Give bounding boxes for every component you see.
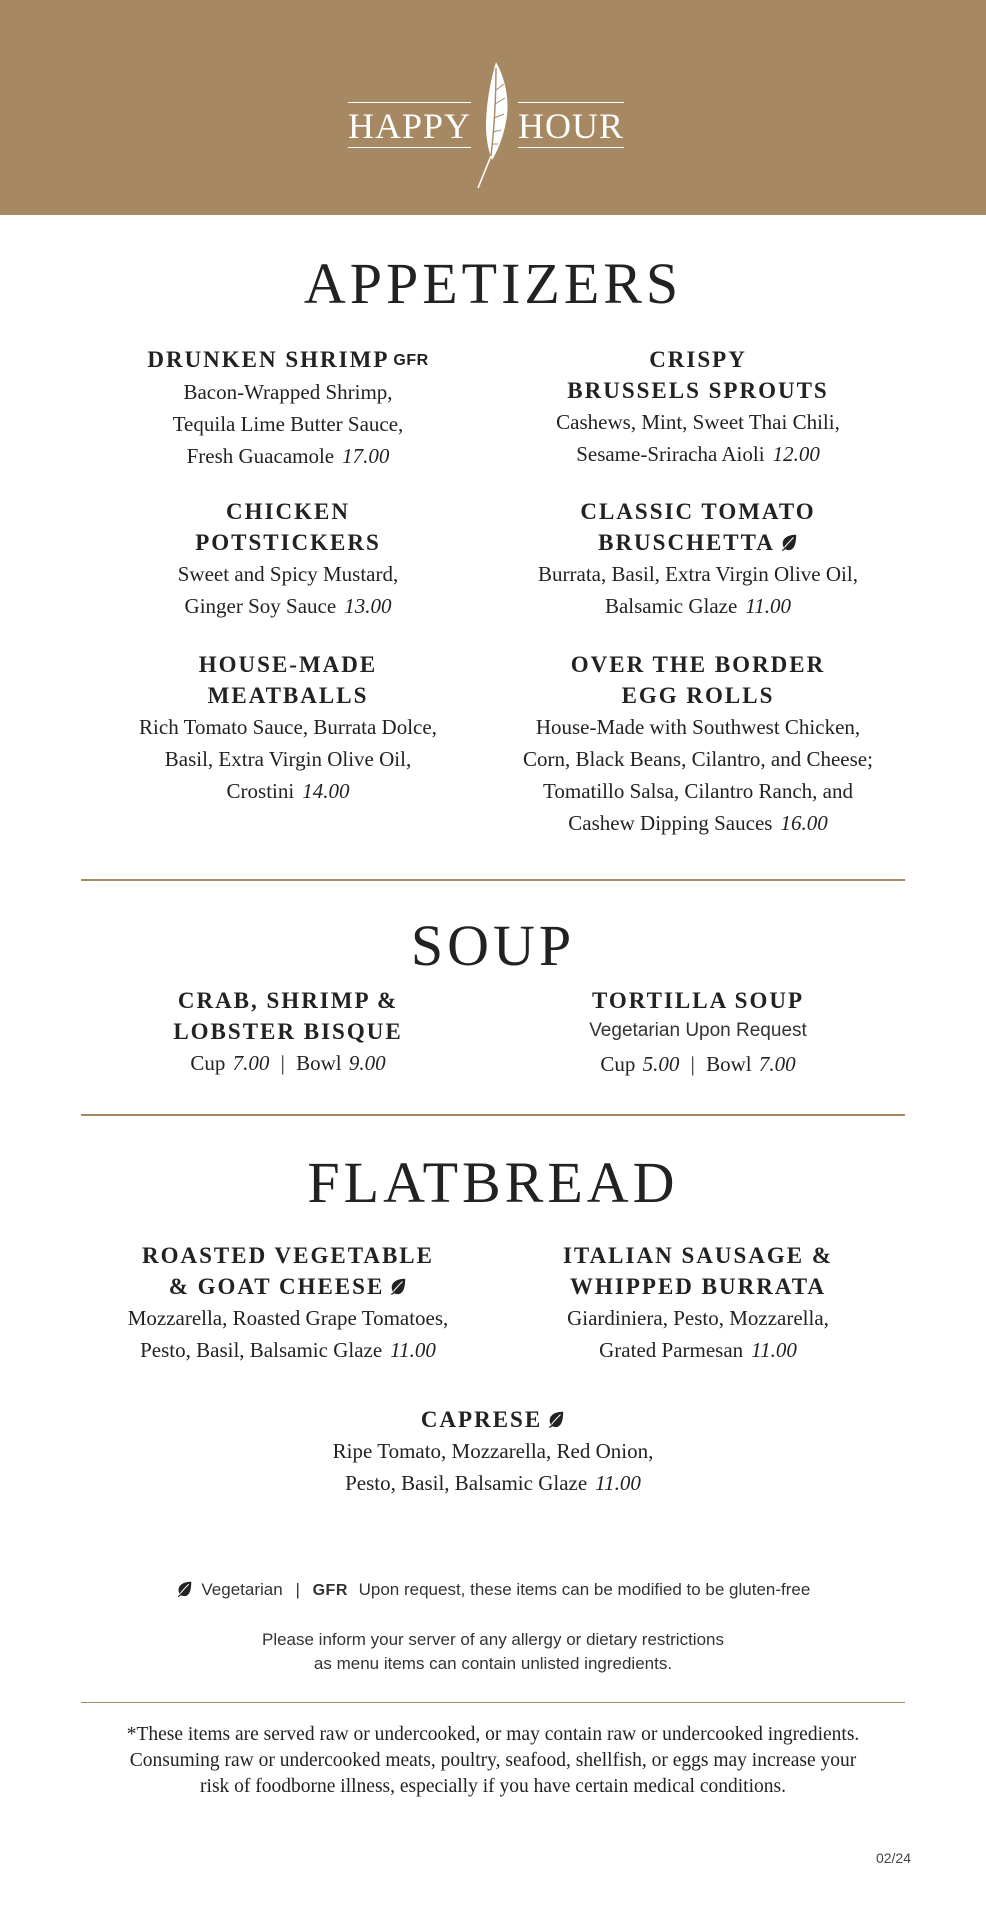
legend-gfr-text: Upon request, these items can be modified to be gluten-free [358, 1580, 811, 1599]
item-name: LOBSTER BISQUE [173, 1019, 403, 1044]
leaf-icon [176, 1580, 193, 1597]
item-price: 17.00 [342, 444, 390, 468]
item-desc-line: Bacon-Wrapped Shrimp, [183, 380, 393, 404]
item-name: HOUSE-MADE [198, 652, 378, 677]
logo-word-right: HOUR [518, 102, 624, 148]
item-desc-line: Fresh Guacamole [186, 444, 335, 468]
item-price: 11.00 [595, 1471, 641, 1495]
item-desc-line: Balsamic Glaze [604, 594, 738, 618]
section-title-soup: SOUP [410, 913, 576, 978]
item-desc-line: Rich Tomato Sauce, Burrata Dolce, [139, 715, 437, 739]
leaf-icon [389, 1277, 407, 1295]
item-name: DRUNKEN SHRIMP [147, 347, 390, 372]
item-name: ITALIAN SAUSAGE & [562, 1243, 833, 1268]
item-name: CRAB, SHRIMP & [177, 988, 399, 1013]
section-title-appetizers: APPETIZERS [303, 251, 683, 316]
legend-gfr-badge: GFR [312, 1582, 348, 1599]
leaf-icon [780, 533, 798, 551]
legend-separator: | [295, 1580, 300, 1599]
menu-item-drunken-shrimp [108, 344, 468, 472]
gfr-badge: GFR [393, 352, 429, 369]
item-desc-line: Pesto, Basil, Balsamic Glaze [345, 1471, 588, 1495]
menu-item-roasted-vegetable-goat-cheese [98, 1240, 478, 1366]
cup-label: Cup [600, 1052, 636, 1076]
item-desc-line: Basil, Extra Virgin Olive Oil, [164, 747, 412, 771]
menu-item-caprese [293, 1404, 693, 1499]
item-name: OVER THE BORDER [570, 652, 826, 677]
menu-item-tortilla-soup [518, 985, 878, 1080]
raw-warning-line: *These items are served raw or undercooked, or may contain raw or undercooked ingredients. [126, 1724, 860, 1745]
item-price: 16.00 [780, 811, 828, 835]
raw-warning-line: Consuming raw or undercooked meats, poultry, seafood, shellfish, or eggs may increase your [129, 1750, 857, 1771]
item-desc-line: Tequila Lime Butter Sauce, [172, 412, 404, 436]
raw-warning-line: risk of foodborne illness, especially if you have certain medical conditions. [200, 1776, 786, 1797]
item-name: BRUSSELS SPROUTS [567, 378, 829, 403]
bowl-price: 7.00 [758, 1052, 796, 1076]
bowl-label: Bowl [296, 1051, 342, 1075]
item-desc-line: House-Made with Southwest Chicken, [535, 715, 861, 739]
item-desc-line: Tomatillo Salsa, Cilantro Ranch, and [543, 779, 853, 803]
menu-version-code: 02/24 [875, 1850, 911, 1866]
item-name: BRUSCHETTA [598, 530, 775, 555]
raw-food-warning [0, 1722, 986, 1800]
cup-label: Cup [190, 1051, 226, 1075]
item-desc-line: Ginger Soy Sauce [184, 594, 337, 618]
section-title-flatbread: FLATBREAD [307, 1150, 679, 1215]
item-price: 11.00 [751, 1338, 797, 1362]
item-desc-line: Giardiniera, Pesto, Mozzarella, [567, 1306, 829, 1330]
menu-item-crispy-brussels-sprouts [518, 344, 878, 470]
section-divider [81, 1114, 905, 1116]
dietary-legend [0, 1580, 986, 1600]
cup-price: 5.00 [642, 1052, 680, 1076]
cup-price: 7.00 [232, 1051, 270, 1075]
logo-word-left: HAPPY [348, 102, 471, 148]
bowl-label: Bowl [706, 1052, 752, 1076]
item-name: ROASTED VEGETABLE [142, 1243, 434, 1268]
footer-divider [81, 1702, 905, 1703]
item-name: CAPRESE [420, 1407, 543, 1432]
legend-vegetarian-label: Vegetarian [201, 1580, 283, 1599]
item-desc-line: Cashew Dipping Sauces [568, 811, 773, 835]
item-name: CRISPY [649, 347, 747, 372]
allergy-notice [0, 1628, 986, 1676]
item-desc-line: Ripe Tomato, Mozzarella, Red Onion, [332, 1439, 654, 1463]
item-desc-line: Sesame-Sriracha Aioli [576, 442, 765, 466]
item-price: 12.00 [772, 442, 820, 466]
item-name: TORTILLA SOUP [591, 988, 805, 1013]
header-banner [0, 0, 986, 215]
item-price: 11.00 [745, 594, 792, 618]
item-desc-line: Sweet and Spicy Mustard, [177, 562, 399, 586]
item-name: & GOAT CHEESE [168, 1274, 385, 1299]
item-desc-line: Grated Parmesan [599, 1338, 744, 1362]
item-desc-line: Corn, Black Beans, Cilantro, and Cheese; [523, 747, 873, 771]
item-desc-line: Burrata, Basil, Extra Virgin Olive Oil, [538, 562, 858, 586]
menu-item-italian-sausage-whipped-burrata [518, 1240, 878, 1366]
item-name: EGG ROLLS [621, 683, 775, 708]
feather-icon [470, 60, 516, 190]
happy-hour-logo [0, 60, 986, 190]
item-price: 13.00 [344, 594, 392, 618]
item-name: POTSTICKERS [195, 530, 381, 555]
item-name: MEATBALLS [207, 683, 369, 708]
item-price: 14.00 [302, 779, 350, 803]
item-price: 11.00 [390, 1338, 436, 1362]
item-note: Vegetarian Upon Request [589, 1020, 807, 1041]
price-separator: | [690, 1052, 695, 1076]
item-name: CHICKEN [226, 499, 350, 524]
menu-item-over-the-border-egg-rolls [503, 649, 893, 839]
item-desc-line: Cashews, Mint, Sweet Thai Chili, [556, 410, 840, 434]
menu-item-crab-shrimp-lobster-bisque [108, 985, 468, 1079]
allergy-notice-line: as menu items can contain unlisted ingredients. [313, 1654, 673, 1673]
leaf-icon [547, 1410, 565, 1428]
price-separator: | [280, 1051, 285, 1075]
item-name: CLASSIC TOMATO [580, 499, 816, 524]
bowl-price: 9.00 [348, 1051, 386, 1075]
menu-item-chicken-potstickers [108, 496, 468, 622]
menu-item-classic-tomato-bruschetta [518, 496, 878, 622]
item-desc-line: Pesto, Basil, Balsamic Glaze [140, 1338, 383, 1362]
item-name: WHIPPED BURRATA [570, 1274, 826, 1299]
item-desc-line: Mozzarella, Roasted Grape Tomatoes, [127, 1306, 449, 1330]
allergy-notice-line: Please inform your server of any allergy or dietary restrictions [261, 1630, 724, 1649]
section-divider [81, 879, 905, 881]
menu-item-house-made-meatballs [108, 649, 468, 807]
item-desc-line: Crostini [226, 779, 295, 803]
